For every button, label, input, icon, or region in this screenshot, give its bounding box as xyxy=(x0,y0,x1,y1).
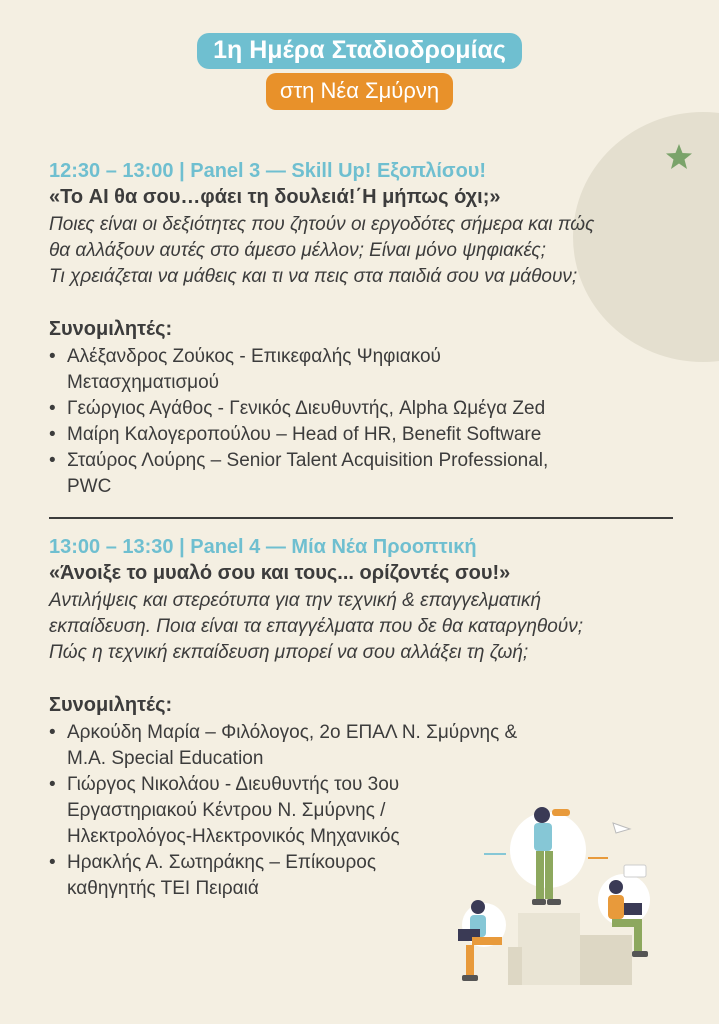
career-people-illustration xyxy=(448,795,688,995)
speaker-line: PWC xyxy=(67,476,112,497)
panel-3-section xyxy=(49,158,679,500)
speaker-line: • Σταύρος Λούρης – Senior Talent Acquisition Professional, xyxy=(67,450,549,471)
section-divider xyxy=(49,517,673,519)
speaker-line: • Γεώργιος Αγάθος - Γενικός Διευθυντής, Alpha Ωμέγα Zed xyxy=(67,398,546,419)
speaker-line: • Αρκούδη Μαρία – Φιλόλογος, 2ο ΕΠΑΛ Ν. Σμύρνης & xyxy=(67,722,518,743)
speaker-item xyxy=(49,448,679,500)
speakers-title: Συνομιλητές: xyxy=(49,694,173,716)
speaker-line: M.A. Special Education xyxy=(67,748,264,769)
speakers-list xyxy=(49,344,679,500)
speaker-line: Ηλεκτρολόγος-Ηλεκτρονικός Μηχανικός xyxy=(67,826,400,847)
description-line: Τι χρειάζεται να μάθεις και τι να πεις στα παιδιά σου να μάθουν; xyxy=(49,266,578,287)
description-line: Αντιλήψεις και στερεότυπα για την τεχνική & επαγγελματική xyxy=(49,590,542,611)
panel-time-heading: 13:00 – 13:30 | Panel 4 — Μία Νέα Προοπτική xyxy=(49,536,477,558)
description-line: θα αλλάξουν αυτές στο άμεσο μέλλον; Είναι μόνο ψηφιακές; xyxy=(49,240,546,261)
speaker-line: Εργαστηριακού Κέντρου Ν. Σμύρνης / xyxy=(67,800,386,821)
panel-description xyxy=(49,588,679,666)
speaker-line: Μετασχηματισμού xyxy=(67,372,220,393)
speaker-line: • Γιώργος Νικολάου - Διευθυντής του 3ου xyxy=(67,774,400,795)
description-line: Πώς η τεχνική εκπαίδευση μπορεί να σου αλλάξει τη ζωή; xyxy=(49,642,529,663)
panel-description xyxy=(49,212,679,290)
speaker-item xyxy=(49,720,679,772)
speaker-line: • Αλέξανδρος Ζούκος - Επικεφαλής Ψηφιακού xyxy=(67,346,441,367)
speaker-line: καθηγητής ΤΕΙ Πειραιά xyxy=(67,878,259,899)
speaker-line: • Μαίρη Καλογεροπούλου – Head of HR, Benefit Software xyxy=(67,424,542,445)
speaker-item xyxy=(49,344,679,396)
panel-quote: «Το AI θα σου…φάει τη δουλειά!΄Η μήπως όχι;» xyxy=(49,186,501,208)
panel-time-heading: 12:30 – 13:00 | Panel 3 — Skill Up! Εξοπλίσου! xyxy=(49,160,487,182)
header xyxy=(0,33,719,110)
speakers-title: Συνομιλητές: xyxy=(49,318,173,340)
description-line: Ποιες είναι οι δεξιότητες που ζητούν οι εργοδότες σήμερα και πώς xyxy=(49,214,595,235)
page-subtitle: στη Νέα Σμύρνη xyxy=(266,73,453,110)
speaker-line: • Ηρακλής Α. Σωτηράκης – Επίκουρος xyxy=(67,852,376,873)
panel-quote: «Άνοιξε το μυαλό σου και τους... ορίζοντές σου!» xyxy=(49,562,511,584)
speaker-item xyxy=(49,396,679,422)
speaker-item xyxy=(49,422,679,448)
description-line: εκπαίδευση. Ποια είναι τα επαγγέλματα που δε θα καταργηθούν; xyxy=(49,616,584,637)
page-title: 1η Ημέρα Σταδιοδρομίας xyxy=(197,33,522,69)
